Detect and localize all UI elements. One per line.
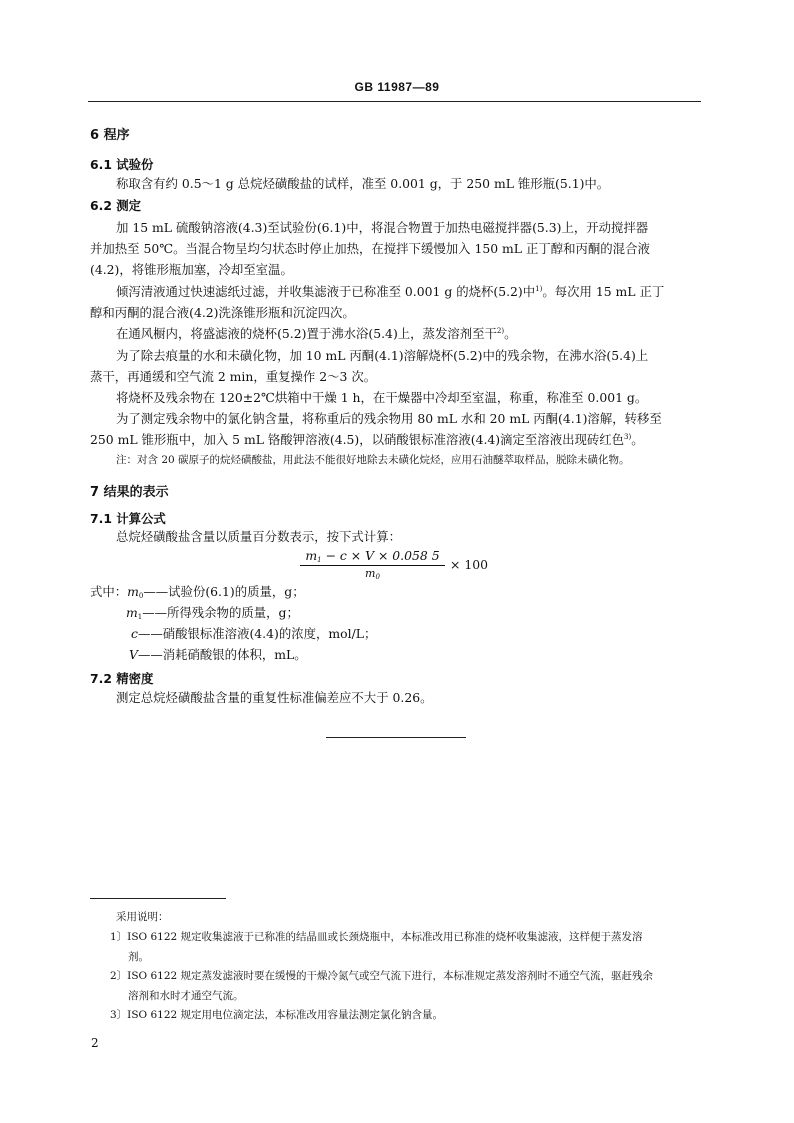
section-7-1-title: 7.1 计算公式 bbox=[90, 511, 166, 526]
var-m1-symbol: m bbox=[126, 605, 138, 620]
var-m1-desc: ——所得残余物的质量，g； bbox=[142, 605, 299, 620]
footnote-2-line-2: 溶剂和水时才通空气流。 bbox=[128, 990, 244, 1002]
formula-numerator: $m_1 - c \times V \times 0.058$ 5 bbox=[300, 548, 445, 566]
paragraph-2-line-2: 醇和丙酮的混合液(4.2)洗涤锥形瓶和沉淀四次。 bbox=[90, 305, 355, 320]
footnote-heading: 采用说明： bbox=[116, 911, 169, 923]
paragraph-4-line-2: 蒸干，再通缓和空气流 2 min，重复操作 2～3 次。 bbox=[90, 369, 377, 384]
where-label-line: 式中：$m_0——$试验份(6.1)的质量，g； bbox=[90, 584, 305, 600]
var-m0-symbol: m bbox=[127, 584, 139, 599]
footnote-1-line-1: 1〕ISO 6122 规定收集滤液于已称准的结晶皿或长颈烧瓶中，本标准改用已称准的烧杯收集滤液，这样便于蒸发溶 bbox=[110, 931, 643, 943]
section-7-2-title: 7.2 精密度 bbox=[90, 671, 154, 686]
paragraph-5: 将烧杯及残余物在 120±2℃烘箱中干燥 1 h，在干燥器中冷却至室温，称重，称准至 0.001 g。 bbox=[116, 390, 648, 405]
section-7-1-text: 总烷烃磺酸盐含量以质量百分数表示，按下式计算： bbox=[116, 529, 401, 544]
footnote-3: 3〕ISO 6122 规定用电位滴定法，本标准改用容量法测定氯化钠含量。 bbox=[110, 1009, 444, 1021]
paragraph-6-end: 。 bbox=[631, 432, 644, 447]
paragraph-3 bbox=[116, 324, 516, 344]
standard-number-header: GB 11987—89 bbox=[354, 80, 440, 94]
var-m1-line: $m_1——$所得残余物的质量，g； bbox=[126, 605, 299, 621]
footnote-ref-3: 3) bbox=[624, 433, 632, 441]
formula-multiplier: × 100 bbox=[450, 557, 488, 572]
footnote-rule bbox=[90, 898, 226, 899]
var-v-line bbox=[129, 645, 307, 665]
var-c-symbol: c bbox=[131, 626, 138, 641]
paragraph-6-line-1: 为了测定残余物中的氯化钠含量，将称重后的残余物用 80 mL 水和 20 mL 丙酮(4.1)溶解，转移至 bbox=[116, 411, 662, 426]
paragraph-1-line-1: 加 15 mL 硫酸钠溶液(4.3)至试验份(6.1)中，将混合物置于加热电磁搅拌器(5.3)上，开动搅拌器 bbox=[116, 220, 649, 235]
paragraph-2-line-1 bbox=[116, 282, 664, 302]
paragraph-1-line-3: (4.2)，将锥形瓶加塞，冷却至室温。 bbox=[90, 262, 293, 277]
section-7-2-text: 测定总烷烃磺酸盐含量的重复性标准偏差应不大于 0.26。 bbox=[116, 690, 433, 705]
paragraph-3-end: 。 bbox=[504, 326, 517, 341]
var-c-desc: ——硝酸银标准溶液(4.4)的浓度，mol/L； bbox=[137, 626, 377, 641]
footnote-1-line-2: 剂。 bbox=[128, 951, 149, 963]
footnote-2-line-1: 2〕ISO 6122 规定蒸发滤液时要在缓慢的干燥冷氮气或空气流下进行，本标准规定蒸发溶剂时不通空气流，驱赶残余 bbox=[110, 970, 654, 982]
paragraph-3-text: 在通风橱内，将盛滤液的烧杯(5.2)置于沸水浴(5.4)上，蒸发溶剂至干 bbox=[116, 326, 497, 341]
where-label: 式中： bbox=[90, 584, 128, 599]
var-c-line bbox=[131, 624, 376, 644]
paragraph-1-line-2: 并加热至 50℃。当混合物呈均匀状态时停止加热，在搅拌下缓慢加入 150 mL 正丁醇和丙酮的混合液 bbox=[90, 241, 650, 256]
footnote-ref-1: 1) bbox=[535, 285, 543, 293]
footnote-ref-2: 2) bbox=[496, 327, 505, 335]
page-number: 2 bbox=[91, 1036, 99, 1050]
var-v-symbol: V bbox=[129, 647, 138, 662]
paragraph-2-text-a: 倾泻清液通过快速滤纸过滤，并收集滤液于已称准至 0.001 g 的烧杯(5.2)中 bbox=[116, 284, 536, 299]
paragraph-6-text: 250 mL 锥形瓶中，加入 5 mL 铬酸钾溶液(4.5)，以硝酸银标准溶液(4.4)滴定至溶液出现砖红色 bbox=[90, 432, 625, 447]
section-6-2-title: 6.2 测定 bbox=[90, 198, 142, 213]
section-6-1-text: 称取含有约 0.5～1 g 总烷烃磺酸盐的试样，准至 0.001 g，于 250 mL 锥形瓶(5.1)中。 bbox=[116, 176, 610, 191]
paragraph-2-text-b: 。每次用 15 mL 正丁 bbox=[542, 284, 665, 299]
header-rule bbox=[88, 101, 701, 102]
paragraph-4-line-1: 为了除去痕量的水和未磺化物，加 10 mL 丙酮(4.1)溶解烧杯(5.2)中的残余物，在沸水浴(5.4)上 bbox=[116, 348, 649, 363]
section-6-title: 6 程序 bbox=[90, 128, 130, 143]
var-m0-desc: ——试验份(6.1)的质量，g； bbox=[143, 584, 305, 599]
var-v-desc: ——消耗硝酸银的体积，mL。 bbox=[137, 647, 307, 662]
section-6-note: 注：对含 20 碳原子的烷烃磺酸盐，用此法不能很好地除去未磺化烷烃，应用石油醚萃取样品，脱除未磺化物。 bbox=[116, 454, 630, 466]
paragraph-6-line-2 bbox=[90, 430, 644, 450]
end-rule bbox=[326, 737, 466, 738]
section-6-1-title: 6.1 试验份 bbox=[90, 157, 154, 172]
formula-fraction bbox=[300, 548, 445, 580]
formula-denominator: $m_0$ bbox=[365, 567, 380, 581]
section-7-title: 7 结果的表示 bbox=[90, 485, 169, 500]
